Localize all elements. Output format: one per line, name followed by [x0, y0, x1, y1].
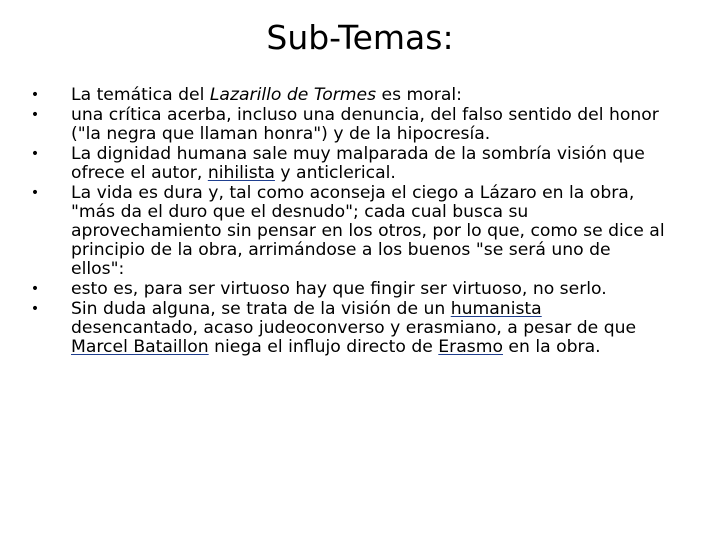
bullet-icon: •	[30, 146, 40, 162]
link-marcel-bataillon[interactable]: Marcel Bataillon	[71, 337, 209, 357]
bullet-item-critique	[28, 106, 668, 144]
link-erasmo[interactable]: Erasmo	[438, 337, 503, 357]
bullet-text: La vida es dura y, tal como aconseja el ciego a Lázaro en la obra, "más da el duro que el desnudo"; cada cual busca su aprovechamiento sin pensar en los otros, por lo que, como se dice al principio de la obra, arrimándose a los buenos "se será uno de ellos":	[71, 183, 665, 279]
bullet-text: La temática del	[71, 85, 210, 105]
bullet-item-virtue	[28, 280, 668, 299]
bullet-text: una crítica acerba, incluso una denuncia, del falso sentido del honor ("la negra que llaman honra") y de la hipocresía.	[71, 105, 659, 144]
bullet-icon: •	[30, 87, 40, 103]
bullet-text: esto es, para ser virtuoso hay que fingir ser virtuoso, no serlo.	[71, 279, 607, 299]
link-nihilista[interactable]: nihilista	[207, 163, 275, 183]
book-title: Lazarillo de Tormes	[209, 85, 377, 105]
bullet-icon: •	[30, 281, 40, 297]
bullet-text: es moral:	[376, 85, 462, 105]
bullet-icon: •	[30, 301, 40, 317]
bullet-icon: •	[30, 185, 40, 201]
bullet-list	[28, 86, 668, 358]
bullet-item-theme	[28, 86, 668, 105]
link-humanista[interactable]: humanista	[450, 299, 542, 319]
slide-title: Sub-Temas:	[266, 18, 454, 57]
bullet-text: desencantado, acaso judeoconverso y erasmiano, a pesar de que	[71, 318, 637, 338]
bullet-item-humanist	[28, 300, 668, 357]
bullet-text: La dignidad humana sale muy malparada de la sombría visión que ofrece el autor,	[71, 144, 645, 183]
bullet-text: en la obra.	[502, 337, 601, 357]
bullet-text: Sin duda alguna, se trata de la visión de un	[71, 299, 451, 319]
bullet-icon: •	[30, 107, 40, 123]
bullet-item-life	[28, 184, 668, 279]
bullet-text: y anticlerical.	[274, 163, 396, 183]
bullet-item-dignity	[28, 145, 668, 183]
bullet-text: niega el influjo directo de	[208, 337, 439, 357]
